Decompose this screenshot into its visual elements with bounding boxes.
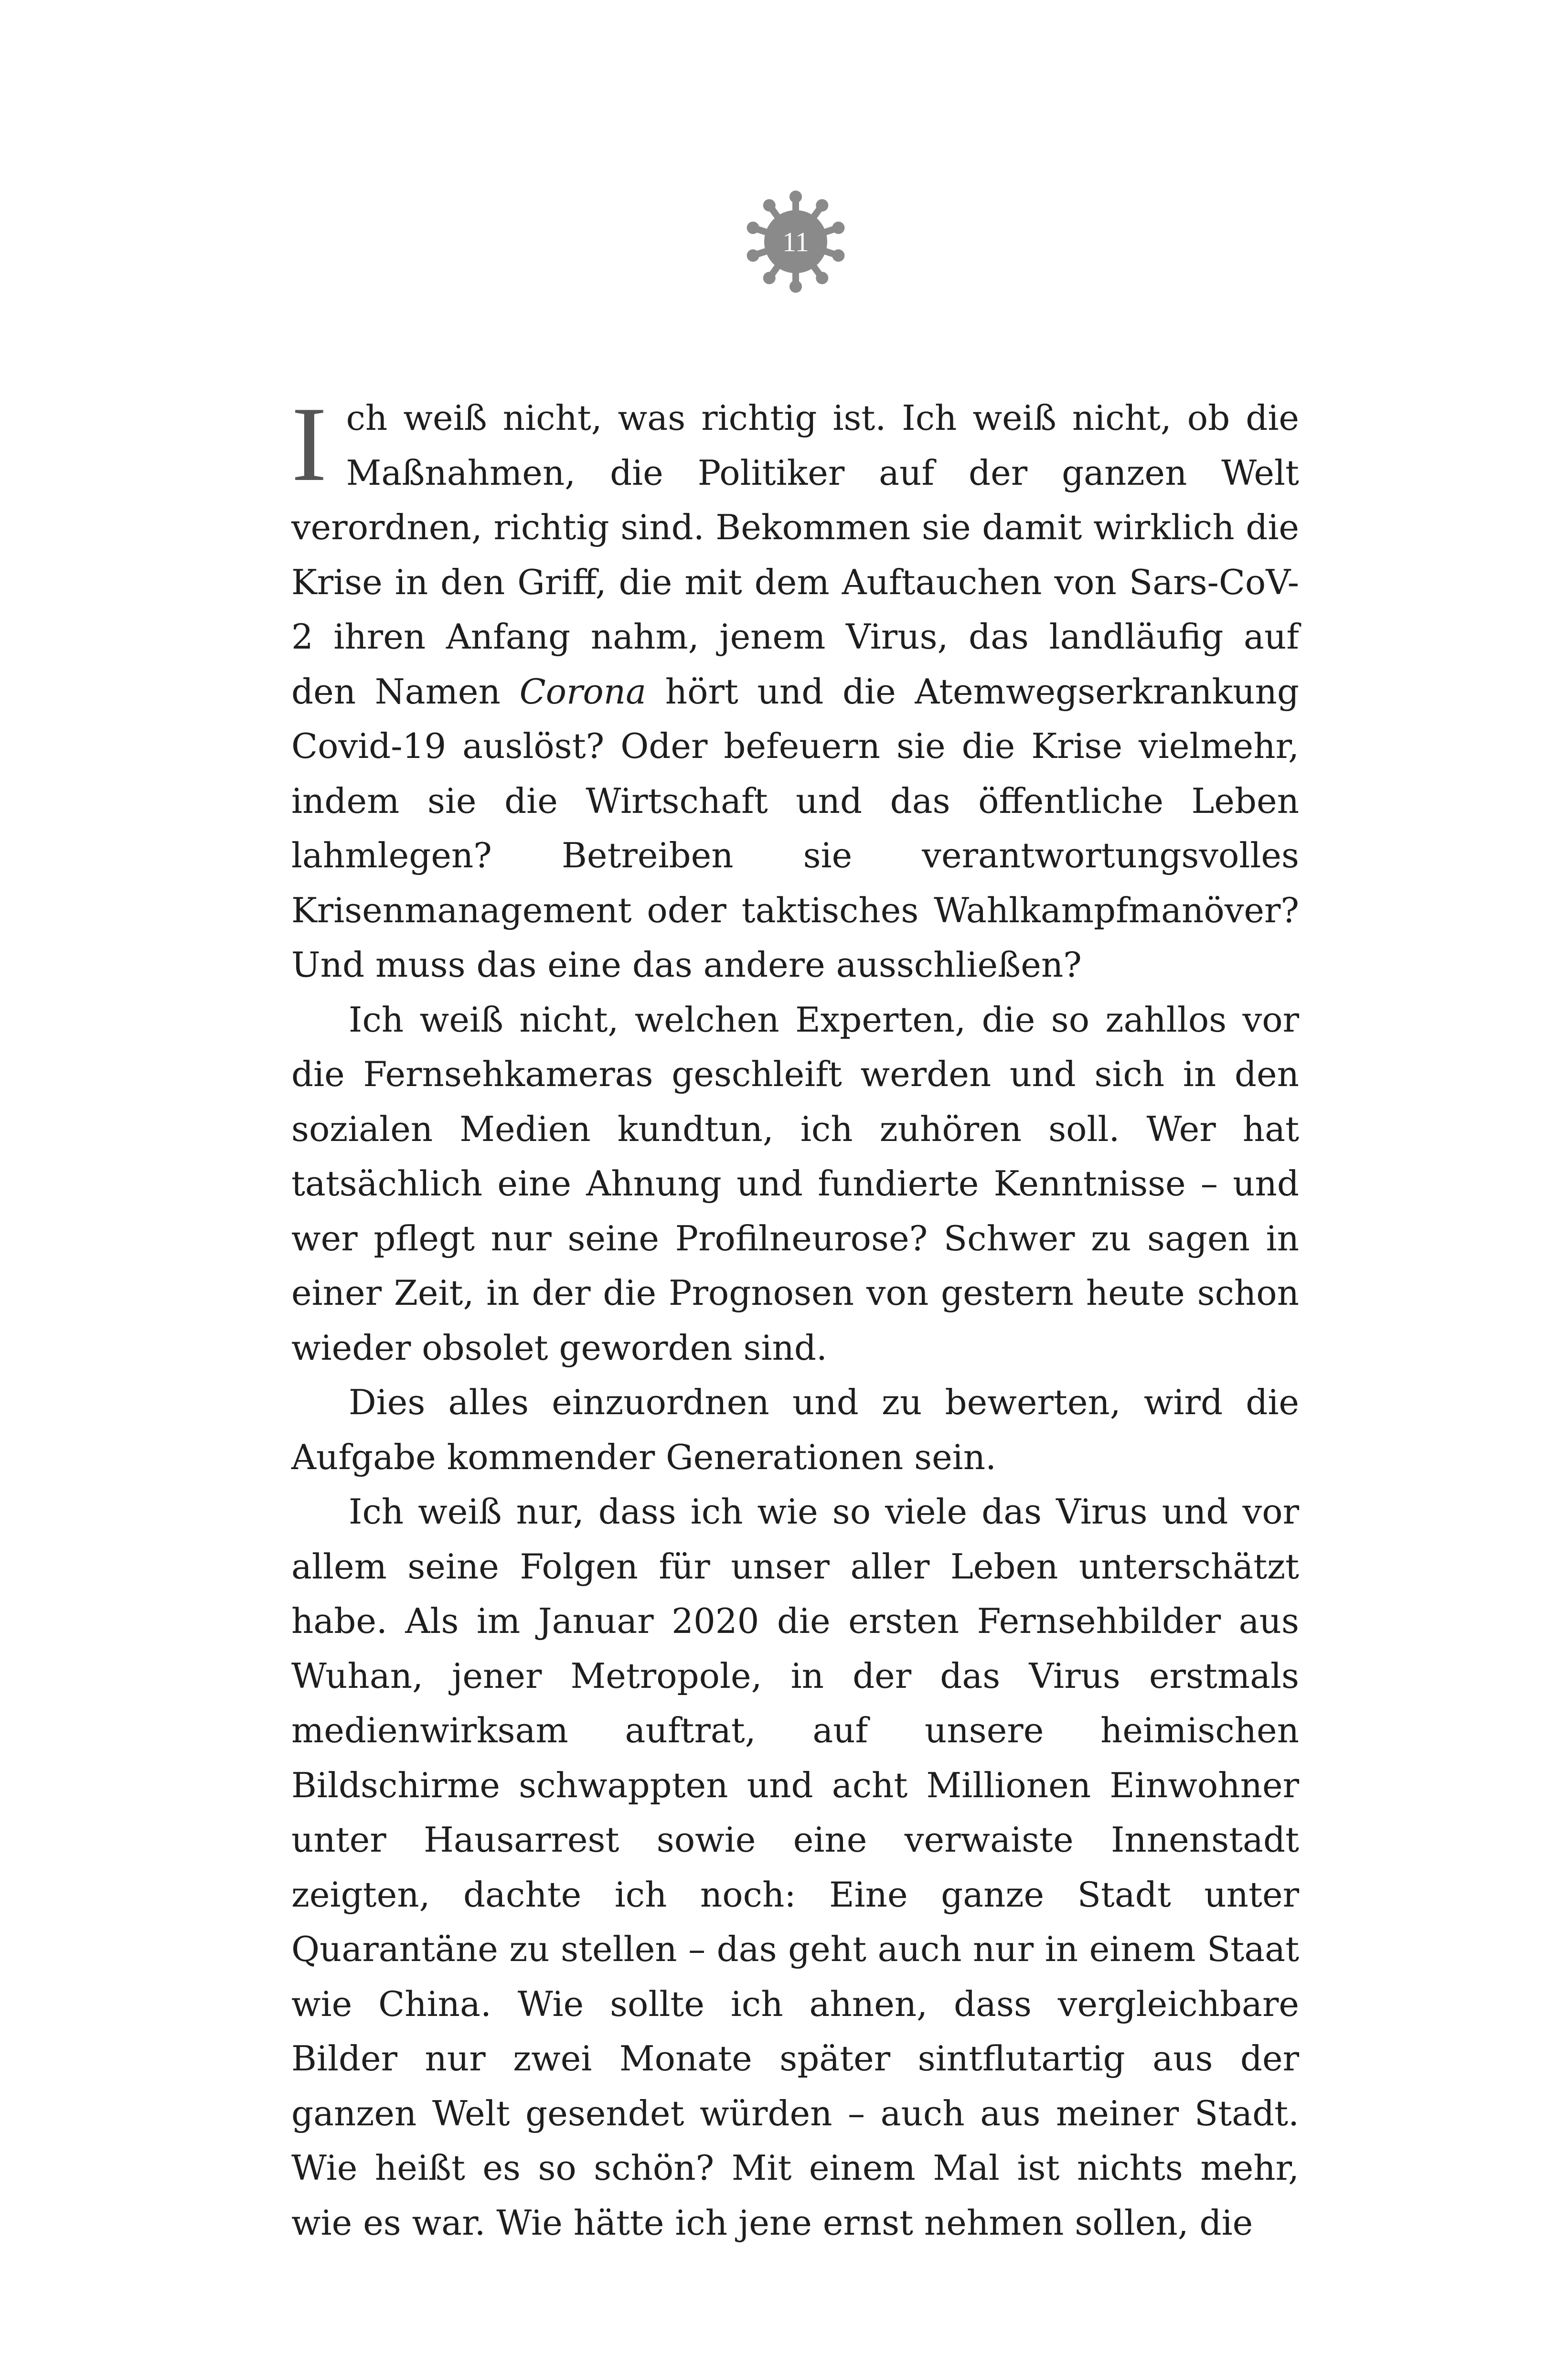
paragraph-1-text-b: hört und die Atemwegserkrankung Covid-19 auslöst? Oder befeuern sie die Krise vielmehr, indem sie die Wirtschaft und das öffentliche Leben lahmlegen? Betreiben sie verantwortungsvolles Krisenmanagement oder taktisches Wahlkampfmanöver? Und muss das eine das andere ausschließen? [291, 671, 1299, 985]
page-number: 11 [782, 226, 809, 257]
paragraph-2: Ich weiß nicht, welchen Experten, die so zahllos vor die Fernsehkameras geschleift werden und sich in den sozialen Medien kundtun, ich zuhören soll. Wer hat tatsächlich eine Ahnung und fundierte Kenntnisse – und wer pflegt nur seine Profilneurose? Schwer zu sagen in einer Zeit, in der die Prognosen von gestern heute schon wieder obsolet geworden sind. [291, 999, 1299, 1368]
body-text [291, 385, 1299, 2250]
page-number-ornament [743, 189, 849, 295]
paragraph-4: Ich weiß nur, dass ich wie so viele das Virus und vor allem seine Folgen für unser aller Leben unterschätzt habe. Als im Januar 2020 die ersten Fernsehbilder aus Wuhan, jener Metropole, in der das Virus erstmals medienwirksam auftrat, auf unsere heimischen Bildschirme schwappten und acht Millionen Einwohner unter Hausarrest sowie eine verwaiste Innenstadt zeigten, dachte ich noch: Eine ganze Stadt unter Quarantäne zu stellen – das geht auch nur in einem Staat wie China. Wie sollte ich ahnen, dass vergleichbare Bilder nur zwei Monate später sintflutartig aus der ganzen Welt gesendet würden – auch aus meiner Stadt. Wie heißt es so schön? Mit einem Mal ist nichts mehr, wie es war. Wie hätte ich jene ernst nehmen sollen, die [291, 1492, 1299, 2243]
paragraph-1-italic: Corona [519, 671, 647, 712]
paragraph-3: Dies alles einzuordnen und zu bewerten, wird die Aufgabe kommender Generationen sein. [291, 1382, 1299, 1477]
paragraph-1 [291, 385, 1299, 992]
drop-cap: I [291, 385, 327, 503]
virus-icon [743, 189, 849, 295]
paragraph-1-text-a: ch weiß nicht, was richtig ist. Ich weiß nicht, ob die Maßnahmen, die Politiker auf der ganzen Welt verordnen, richtig sind. Bekommen sie damit wirklich die Krise in den Griff, die mit dem Auftauchen von Sars-CoV-2 ihren Anfang nahm, jenem Virus, das landläufig auf den Namen [291, 398, 1299, 712]
